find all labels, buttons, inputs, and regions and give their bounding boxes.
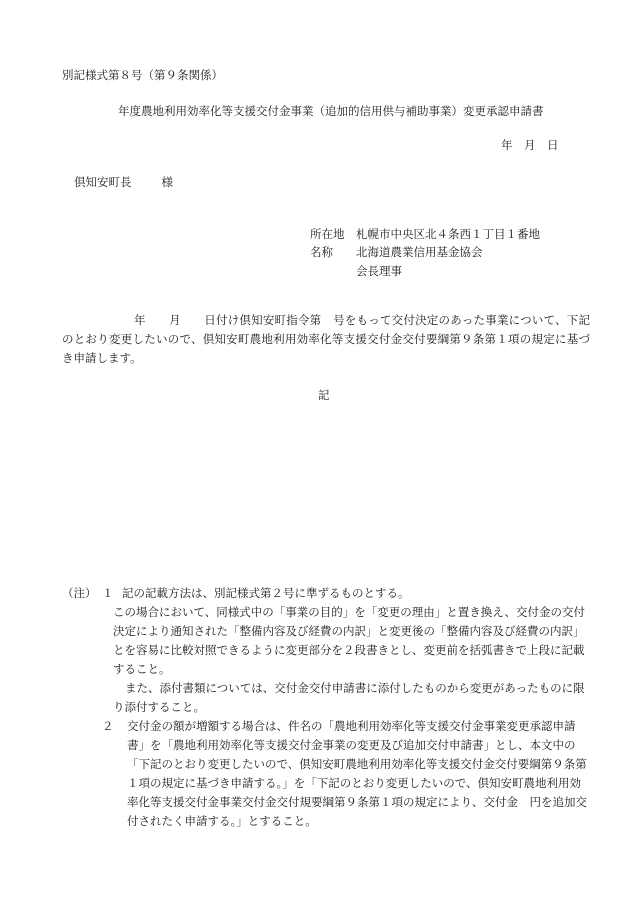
ki-heading: 記 xyxy=(318,388,330,402)
note-1-line: 記の記載方法は、別記様式第２号に準ずるものとする。 xyxy=(122,586,410,600)
applicant-name-row xyxy=(310,243,540,261)
applicant-block xyxy=(310,225,540,280)
document-title: 年度農地利用効率化等支援交付金事業（追加的信用供与補助事業）変更承認申請書 xyxy=(118,104,544,118)
note-1-number: １ xyxy=(102,586,114,600)
body-paragraph: 年 月 日付け倶知安町指令第 号をもって交付決定のあった事業について、下記のとおり変更したいので、倶知安町農地利用効率化等支援交付金交付要綱第９条第１項の規定に基づき申請します。 xyxy=(62,313,590,365)
organization-name: 北海道農業信用基金協会 xyxy=(356,245,483,260)
notes-section xyxy=(62,584,590,831)
name-label: 名称 xyxy=(310,245,333,260)
applicant-position-row xyxy=(310,262,540,280)
note-1-paragraph-2: また、添付書類については、交付金交付申請書に添付したものから変更があったものに限り添付すること。 xyxy=(113,681,585,714)
form-label: 別記様式第８号（第９条関係） xyxy=(62,68,223,82)
note-1-body xyxy=(62,603,590,717)
address-value: 札幌市中央区北４条西１丁目１番地 xyxy=(356,227,540,241)
note-1-paragraph-1: この場合において、同様式中の「事業の目的」を「変更の理由」と置き換え、交付金の交付決定により通知された「整備内容及び経費の内訳」と変更後の「整備内容及び経費の内訳」とを容易に比較対照できるように変更部分を２段書きとし、変更前を括弧書きで上段に記載すること。 xyxy=(113,605,585,676)
applicant-address-row xyxy=(310,225,540,243)
note-2-text: 交付金の額が増額する場合は、件名の「農地利用効率化等支援交付金事業変更承認申請書」を「農地利用効率化等支援交付金事業の変更及び追加交付申請書」とし、本文中の「下記のとおり変更したいので、倶知安町農地利用効率化等支援交付金交付要綱第９条第１項の規定に基づき申請する。」を「下記のとおり変更したいので、倶知安町農地利用効率化等支援交付金事業交付金交付規要綱第９条第１項の規定により、交付金 円を追加交付されたく申請する。」とすること。 xyxy=(127,719,587,828)
date-line: 年 月 日 xyxy=(501,138,559,152)
addressee xyxy=(74,173,173,191)
representative-position: 会長理事 xyxy=(356,263,402,278)
notes-tag: （注） xyxy=(62,586,97,600)
note-2-number: ２ xyxy=(102,719,114,733)
address-label: 所在地 xyxy=(310,227,345,241)
note-item-2 xyxy=(62,717,590,831)
addressee-suffix: 様 xyxy=(161,175,173,189)
addressee-name: 倶知安町長 xyxy=(74,175,132,189)
note-item-1-head xyxy=(62,584,590,603)
